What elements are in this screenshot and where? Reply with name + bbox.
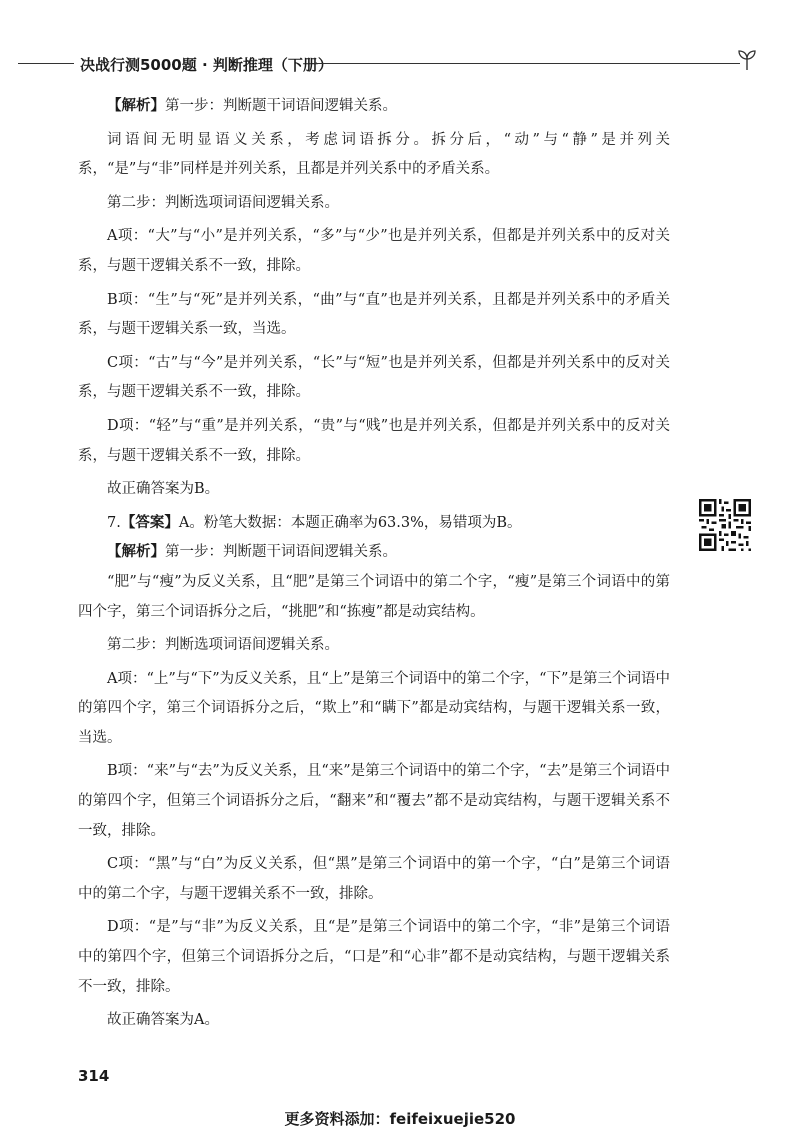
header-rule-right	[312, 63, 740, 64]
paragraph	[78, 538, 670, 568]
paragraph	[78, 92, 670, 122]
option-c-paragraph: C项：“古”与“今”是并列关系，“长”与“短”也是并列关系，但都是并列关系中的反对关系，与题干逻辑关系不一致，排除。	[78, 354, 670, 401]
paragraph-text: A。粉笔大数据：本题正确率为63.3%，易错项为B。	[178, 514, 522, 531]
answer-conclusion: 故正确答案为B。	[107, 481, 220, 498]
option-d-paragraph: D项：“轻”与“重”是并列关系，“贵”与“贱”也是并列关系，但都是并列关系中的反对关系，与题干逻辑关系不一致，排除。	[78, 417, 670, 464]
option-a-paragraph: A项：“上”与“下”为反义关系，且“上”是第三个词语中的第二个字，“下”是第三个词语中的第四个字，第三个词语拆分之后，“欺上”和“瞒下”都是动宾结构，与题干逻辑关系一致，当选。	[78, 670, 670, 746]
answer-label: 【答案】	[120, 514, 179, 531]
qr-code-icon[interactable]	[699, 499, 751, 551]
question-number: 7.	[107, 514, 121, 531]
paragraph-text: 第一步：判断题干词语间逻辑关系。	[165, 98, 397, 114]
analysis-label: 【解析】	[107, 98, 165, 114]
footer-contact-note: 更多资料添加：feifeixuejie520	[284, 1110, 516, 1128]
page-number: 314	[78, 1067, 110, 1085]
option-a-paragraph: A项：“大”与“小”是并列关系，“多”与“少”也是并列关系，但都是并列关系中的反对关系，与题干逻辑关系不一致，排除。	[78, 228, 670, 274]
header-rule-left	[18, 63, 74, 64]
paragraph: 第二步：判断选项词语间逻辑关系。	[107, 637, 339, 654]
option-b-paragraph: B项：“生”与“死”是并列关系，“曲”与“直”也是并列关系，且都是并列关系中的矛盾关系，与题干逻辑关系一致，当选。	[78, 291, 670, 338]
running-header	[0, 52, 800, 76]
question-answer-line	[78, 509, 670, 539]
answer-conclusion: 故正确答案为A。	[107, 1012, 219, 1029]
analysis-label: 【解析】	[107, 544, 165, 561]
option-d-paragraph: D项：“是”与“非”为反义关系，且“是”是第三个词语中的第二个字，“非”是第三个词语中的第四个字，但第三个词语拆分之后，“口是”和“心非”都不是动宾结构，与题干逻辑关系不一致，排除。	[78, 919, 670, 995]
page-body	[78, 92, 670, 1036]
paragraph: “肥”与“瘦”为反义关系，且“肥”是第三个词语中的第二个字，“瘦”是第三个词语中的第四个字，第三个词语拆分之后，“挑肥”和“拣瘦”都是动宾结构。	[78, 573, 670, 620]
paragraph: 词语间无明显语义关系，考虑词语拆分。拆分后，“动”与“静”是并列关系，“是”与“非”同样是并列关系，且都是并列关系中的矛盾关系。	[78, 131, 670, 178]
sprout-icon	[734, 46, 760, 72]
paragraph-text: 第一步：判断题干词语间逻辑关系。	[165, 544, 397, 561]
option-b-paragraph: B项：“来”与“去”为反义关系，且“来”是第三个词语中的第二个字，“去”是第三个词语中的第四个字，但第三个词语拆分之后，“翻来”和“覆去”都不是动宾结构，与题干逻辑关系不一致，排除。	[78, 763, 670, 839]
paragraph: 第二步：判断选项词语间逻辑关系。	[107, 194, 339, 211]
option-c-paragraph: C项：“黑”与“白”为反义关系，但“黑”是第三个词语中的第一个字，“白”是第三个词语中的第二个字，与题干逻辑关系不一致，排除。	[78, 856, 670, 902]
book-title: 决战行测5000题 · 判断推理（下册）	[80, 56, 333, 74]
